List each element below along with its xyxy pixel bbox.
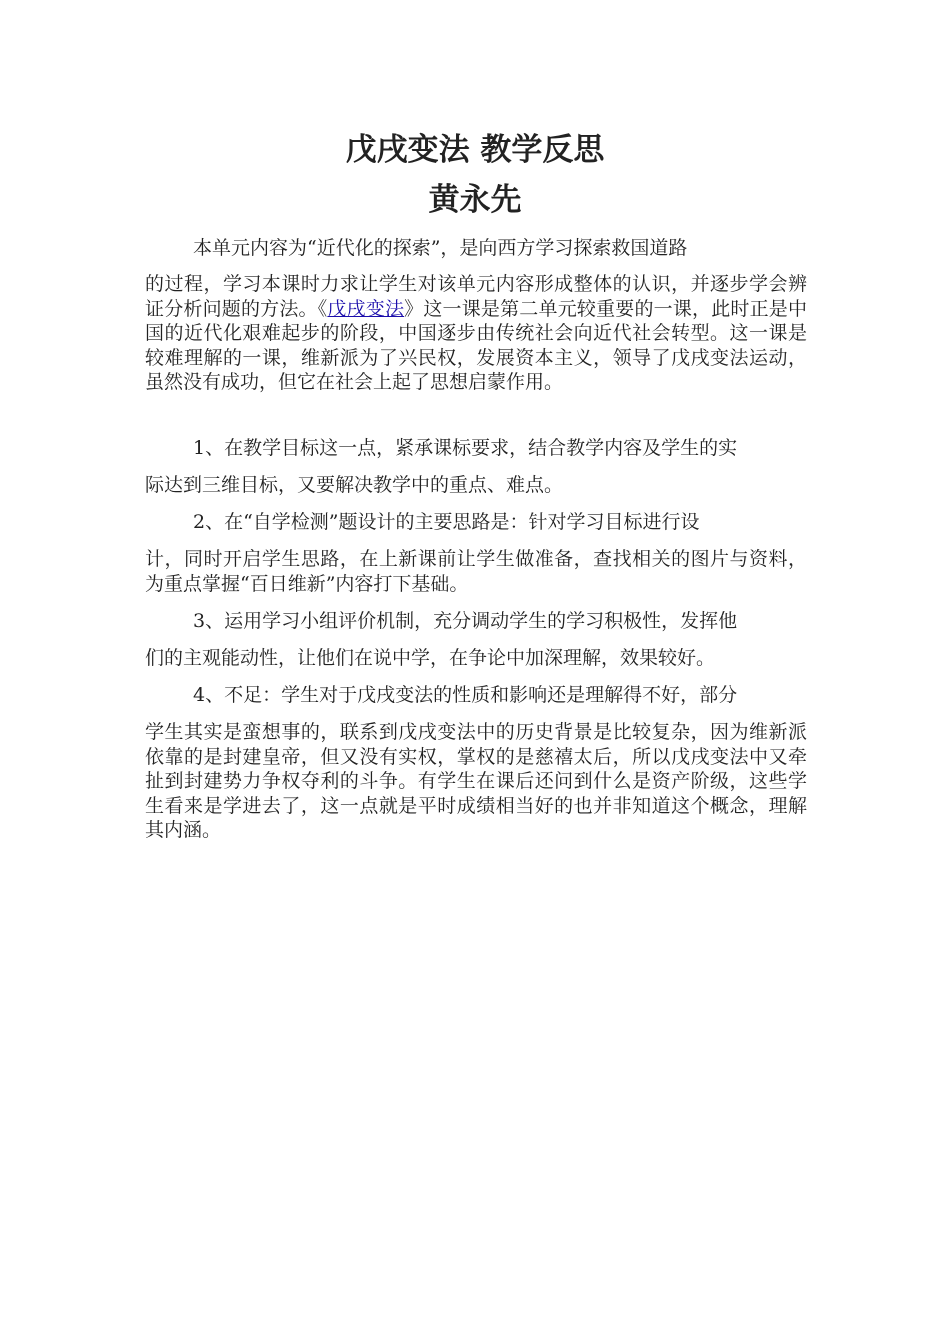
link-wuxu-reform[interactable]: 戊戌变法 [327, 297, 405, 320]
point-1-text: 际达到三维目标，又要解决教学中的重点、难点。 [145, 474, 564, 496]
point-1-first-line: 1、在教学目标这一点，紧承课标要求，结合教学内容及学生的实 [193, 437, 738, 459]
intro-first-line: 本单元内容为“近代化的探索”，是向西方学习探索救国道路 [193, 237, 688, 259]
point-3-first-line: 3、运用学习小组评价机制，充分调动学生的学习积极性，发挥他 [193, 610, 738, 632]
point-4-text: 学生其实是蛮想事的，联系到戊戌变法中的历史背景是比较复杂，因为维新派依靠的是封建皇帝，但又没有实权，掌权的是慈禧太后，所以戊戌变法中又牵扯到封建势力争权夺利的斗争。有学生在课后还问到什么是资产阶级，这些学生看来是学进去了，这一点就是平时成绩相当好的也并非知道这个概念，理解其内涵。 [145, 721, 807, 841]
point-2-text: 计，同时开启学生思路，在上新课前让学生做准备，查找相关的图片与资料，为重点掌握“百日维新”内容打下基础。 [145, 548, 807, 595]
document-title: 戊戌变法 教学反思 [345, 132, 605, 168]
intro-text-before-link: 的过程，学习本课时力求让学生对该单元内容形成整体的认识，并逐步学会辨证分析问题的方法。《 [145, 273, 807, 320]
author-name: 黄永先 [428, 182, 522, 218]
point-4-first-line: 4、不足：学生对于戊戌变法的性质和影响还是理解得不好，部分 [193, 684, 738, 706]
point-2-first-line: 2、在“自学检测”题设计的主要思路是：针对学习目标进行设 [193, 511, 700, 533]
point-3-text: 们的主观能动性，让他们在说中学，在争论中加深理解，效果较好。 [145, 647, 716, 669]
intro-paragraph [145, 272, 807, 395]
intro-text-after-link: 》这一课是第二单元较重要的一课，此时正是中国的近代化艰难起步的阶段，中国逐步由传统社会向近代社会转型。这一课是较难理解的一课，维新派为了兴民权，发展资本主义，领导了戊戌变法运动，虽然没有成功，但它在社会上起了思想启蒙作用。 [145, 297, 807, 393]
